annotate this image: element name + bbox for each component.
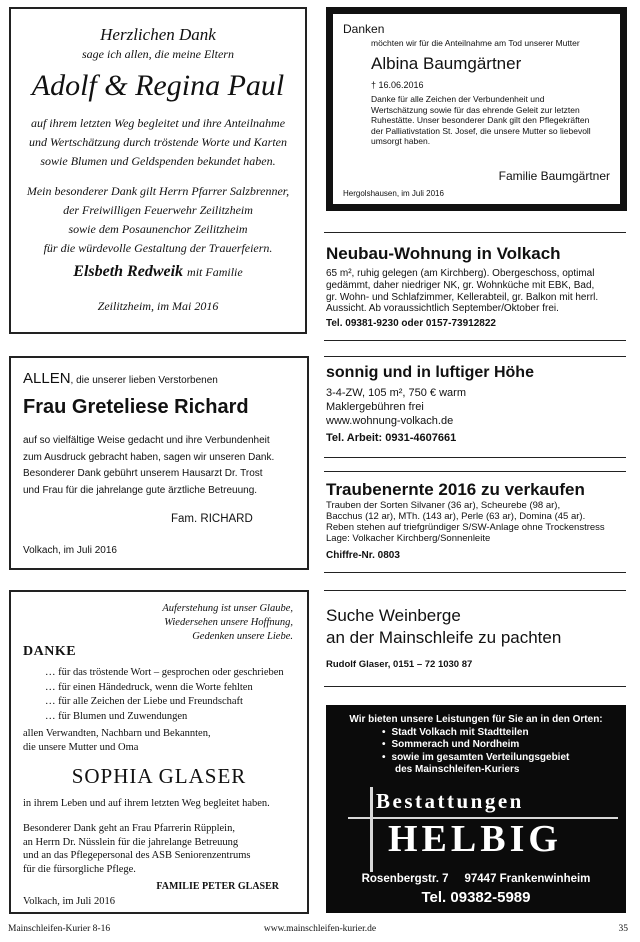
ad-sunny-contact: Tel. Arbeit: 0931-4607661	[326, 432, 457, 444]
text-line: der Freiwilligen Feuerwehr Zeilitzheim	[63, 203, 253, 217]
address: Rosenbergstr. 7 97447 Frankenwinheim	[361, 873, 591, 885]
list-item: • Stadt Volkach mit Stadtteilen	[382, 727, 569, 739]
ad-vineyard-contact: Rudolf Glaser, 0151 – 72 1030 87	[326, 659, 473, 670]
signer-suffix: mit Familie	[187, 265, 243, 279]
text-line: Lage: Volkacher Kirchberg/Sonnenleite	[326, 533, 491, 544]
text-line: Mein besonderer Dank gilt Herrn Pfarrer Salzbrenner,	[26, 184, 290, 198]
ad-grapes-title: Traubenernte 2016 zu verkaufen	[326, 480, 585, 499]
text-line: die unsere Mutter und Oma	[23, 742, 139, 753]
text-line: allen Verwandten, Nachbarn und Bekannten,	[23, 728, 211, 739]
text-line: an Herrn Dr. Nüsslein für die jahrelange Betreuung	[23, 836, 239, 848]
text-line: Reben stehen auf triefgründiger S/SW-Anlage ohne Trockenstress	[326, 522, 605, 533]
text-line: für die fürsorgliche Pflege.	[23, 863, 136, 875]
deceased-name: Albina Baumgärtner	[371, 54, 522, 73]
paragraph-1	[23, 727, 211, 755]
brand-name: HELBIG	[388, 818, 562, 860]
body-text	[23, 433, 303, 499]
text-line: und Frau für die jahrelange gute ärztliche Betreuung.	[23, 484, 258, 496]
text-line: Besonderer Dank gebührt unserem Hausarzt Dr. Trost	[23, 468, 263, 480]
ad-apartment-text	[326, 268, 626, 315]
text-line: Danke für alle Zeichen der Verbundenheit und	[371, 94, 545, 104]
text-line: Wertschätzung sowie für das ehrende Geleit zur letzten	[371, 104, 580, 115]
divider	[324, 686, 626, 687]
divider	[324, 356, 626, 357]
ad-apartment-contact: Tel. 09381-9230 oder 0157-73912822	[326, 318, 496, 329]
text-line: sowie dem Posaunenchor Zeilitzheim	[68, 222, 248, 236]
family-signature: Fam. RICHARD	[171, 513, 253, 525]
date: Zeilitzheim, im Mai 2016	[97, 299, 219, 313]
list-item: des Mainschleifen-Kuriers	[395, 763, 520, 775]
phone: Tel. 09382-5989	[421, 889, 531, 906]
text-line: auf so vielfältige Weise gedacht und ihre Verbundenheit	[23, 435, 270, 446]
heading: Herzlichen Dank	[100, 25, 216, 44]
signature	[11, 263, 305, 281]
heading: DANKE	[23, 644, 77, 659]
text-line: sowie Blumen und Geldspenden bekundet haben.	[40, 154, 276, 168]
intro-line: möchten wir für die Anteilnahme am Tod unserer Mutter	[371, 38, 580, 48]
text-line: und Wertschätzung durch tröstende Worte und Karten	[29, 135, 287, 149]
text-line: Ruhestätte. Unser besonderer Dank gilt den Pflegekräften	[371, 115, 590, 125]
date: Volkach, im Juli 2016	[23, 545, 117, 556]
death-date: † 16.06.2016	[371, 80, 424, 90]
ad-apartment-title: Neubau-Wohnung in Volkach	[326, 244, 561, 263]
ad-vineyard-title	[326, 605, 561, 649]
deceased-name: SOPHIA GLASER	[71, 764, 247, 788]
ad-grapes-contact: Chiffre-Nr. 0803	[326, 550, 400, 561]
divider	[324, 471, 626, 472]
text-line: auf ihrem letzten Weg begleitet und ihre Anteilnahme	[30, 116, 286, 130]
divider	[324, 232, 626, 233]
paragraph-2: in ihrem Leben und auf ihrem letzten Weg begleitet haben.	[23, 798, 270, 809]
ad-helbig-funeral	[326, 705, 626, 913]
text-line: Maklergebühren frei	[326, 401, 424, 413]
text-line: Besonderer Dank geht an Frau Pfarrerin Rüpplein,	[23, 823, 235, 834]
intro: Wir bieten unsere Leistungen für Sie an in den Orten:	[349, 714, 603, 725]
divider	[324, 340, 626, 341]
list-item: … für das tröstende Wort – gesprochen oder geschrieben	[45, 667, 284, 678]
text-line: umsorgt haben.	[371, 136, 431, 146]
cross-icon	[370, 787, 373, 872]
paragraph-3	[23, 822, 250, 876]
heading: Danken	[343, 22, 385, 36]
body-text	[371, 94, 619, 147]
date: Volkach, im Juli 2016	[23, 896, 115, 907]
intro-emphasis: ALLEN	[23, 370, 71, 387]
list-item: • sowie im gesamten Verteilungsgebiet	[382, 752, 569, 764]
text-line: Trauben der Sorten Silvaner (36 ar), Scheurebe (98 ar),	[326, 500, 561, 511]
text-line: www.wohnung-volkach.de	[326, 415, 454, 427]
text-line: Wiedersehen unsere Hoffnung,	[164, 617, 293, 628]
deceased-name: Frau Greteliese Richard	[23, 396, 249, 418]
quote	[162, 602, 293, 644]
divider	[324, 572, 626, 573]
list-item: … für Blumen und Zuwendungen	[45, 710, 188, 722]
service-area-list	[382, 727, 569, 776]
divider	[324, 457, 626, 458]
text-line: Gedenken unsere Liebe.	[192, 631, 293, 642]
text-line: gedämmt, daher niedriger NK, gr. Wohnküche mit EBK, Bad,	[326, 279, 595, 291]
ad-richard-thanks	[9, 356, 309, 570]
text-line: Suche Weinberge	[326, 606, 461, 625]
text-line: Auferstehung ist unser Glaube,	[162, 603, 293, 614]
ad-grapes-text	[326, 500, 626, 544]
text-line: zum Ausdruck gebracht haben, sagen wir unseren Dank.	[23, 451, 275, 463]
text-line: gr. Wohn- und Schlafzimmer, Kellerabteil, gr. Balkon mit herrl.	[326, 291, 599, 303]
brand-tagline: Bestattungen	[376, 789, 524, 813]
ad-paul-thanks	[9, 7, 307, 334]
paragraph-2	[17, 182, 299, 258]
text-line: 65 m², ruhig gelegen (am Kirchberg). Obergeschoss, optimal	[326, 268, 595, 279]
list-item: … für alle Zeichen der Liebe und Freundschaft	[45, 696, 243, 707]
ad-sunny-title: sonnig und in luftiger Höhe	[326, 364, 534, 381]
paragraph-1	[17, 114, 299, 171]
ad-glaser-thanks	[9, 590, 309, 914]
ad-baumgaertner-thanks	[326, 7, 627, 211]
thanks-list	[45, 666, 284, 724]
text-line: 3-4-ZW, 105 m², 750 € warm	[326, 387, 466, 399]
signer-name: Elsbeth Redweik	[73, 263, 184, 280]
list-item: • Sommerach und Nordheim	[382, 739, 569, 751]
divider	[324, 590, 626, 591]
list-item: … für einen Händedruck, wenn die Worte fehlten	[45, 681, 253, 693]
text-line: an der Mainschleife zu pachten	[326, 628, 562, 647]
intro-rest: , die unserer lieben Verstorbenen	[70, 375, 218, 386]
page-number: 35	[618, 924, 628, 934]
text-line: Aussicht. Ab voraussichtlich September/Oktober frei.	[326, 303, 559, 315]
family-signature: FAMILIE PETER GLASER	[156, 881, 279, 892]
subheading: sage ich allen, die meine Eltern	[82, 47, 234, 61]
footer-left: Mainschleifen-Kurier 8-16	[8, 924, 111, 934]
footer-url: www.mainschleifen-kurier.de	[263, 924, 377, 934]
intro-line	[23, 370, 218, 387]
family-signature: Familie Baumgärtner	[498, 169, 610, 183]
text-line: Bacchus (12 ar), MTh. (143 ar), Perle (63 ar), Domina (45 ar).	[326, 511, 586, 522]
ad-sunny-text	[326, 386, 626, 428]
location-date: Hergolshausen, im Juli 2016	[343, 189, 444, 198]
text-line: und an das Pflegepersonal des ASB Seniorenzentrums	[23, 850, 251, 861]
text-line: der Palliativstation St. Josef, die unsere Mutter so liebevoll	[371, 125, 591, 136]
text-line: für die würdevolle Gestaltung der Trauerfeiern.	[43, 241, 273, 255]
deceased-names: Adolf & Regina Paul	[31, 69, 285, 102]
